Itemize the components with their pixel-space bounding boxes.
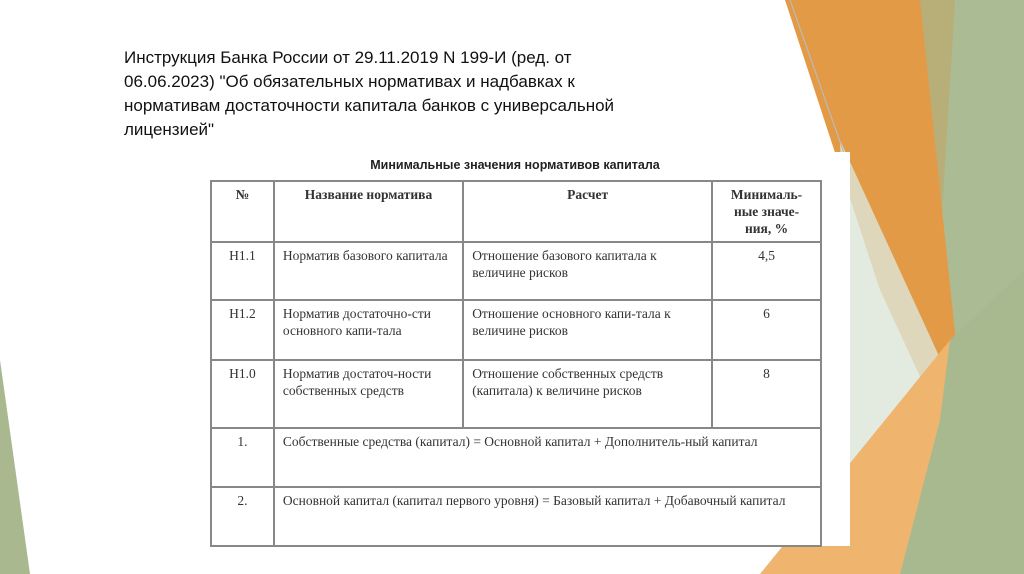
note-row <box>211 428 821 487</box>
table-row <box>211 242 821 300</box>
cell-value: 4,5 <box>712 242 821 300</box>
note-text: Основной капитал (капитал первого уровня) = Базовый капитал + Добавочный капитал <box>274 487 821 546</box>
header-name: Название норматива <box>274 181 463 242</box>
cell-num: Н1.2 <box>211 300 274 360</box>
header-calc: Расчет <box>463 181 712 242</box>
note-text: Собственные средства (капитал) = Основной капитал + Дополнитель-ный капитал <box>274 428 821 487</box>
capital-ratios-table <box>210 180 822 547</box>
cell-calc: Отношение собственных средств (капитала) к величине рисков <box>463 360 712 428</box>
header-num: № <box>211 181 274 242</box>
note-num: 1. <box>211 428 274 487</box>
header-min-value: Минималь-ные значе-ния, % <box>712 181 821 242</box>
cell-name: Норматив достаточно-сти основного капи-тала <box>274 300 463 360</box>
cell-name: Норматив базового капитала <box>274 242 463 300</box>
table-title: Минимальные значения нормативов капитала <box>370 158 660 172</box>
cell-value: 8 <box>712 360 821 428</box>
table-header-row <box>211 181 821 242</box>
cell-num: Н1.1 <box>211 242 274 300</box>
table-row <box>211 300 821 360</box>
table-image <box>200 152 850 546</box>
cell-calc: Отношение основного капи-тала к величине рисков <box>463 300 712 360</box>
cell-calc: Отношение базового капитала к величине рисков <box>463 242 712 300</box>
cell-name: Норматив достаточ-ности собственных средств <box>274 360 463 428</box>
cell-num: Н1.0 <box>211 360 274 428</box>
slide-title: Инструкция Банка России от 29.11.2019 N 199-И (ред. от 06.06.2023) "Об обязательных нормативах и надбавках к нормативам достаточности капитала банков с универсальной лицензией" <box>124 48 615 139</box>
cell-value: 6 <box>712 300 821 360</box>
note-num: 2. <box>211 487 274 546</box>
note-row <box>211 487 821 546</box>
table-row <box>211 360 821 428</box>
